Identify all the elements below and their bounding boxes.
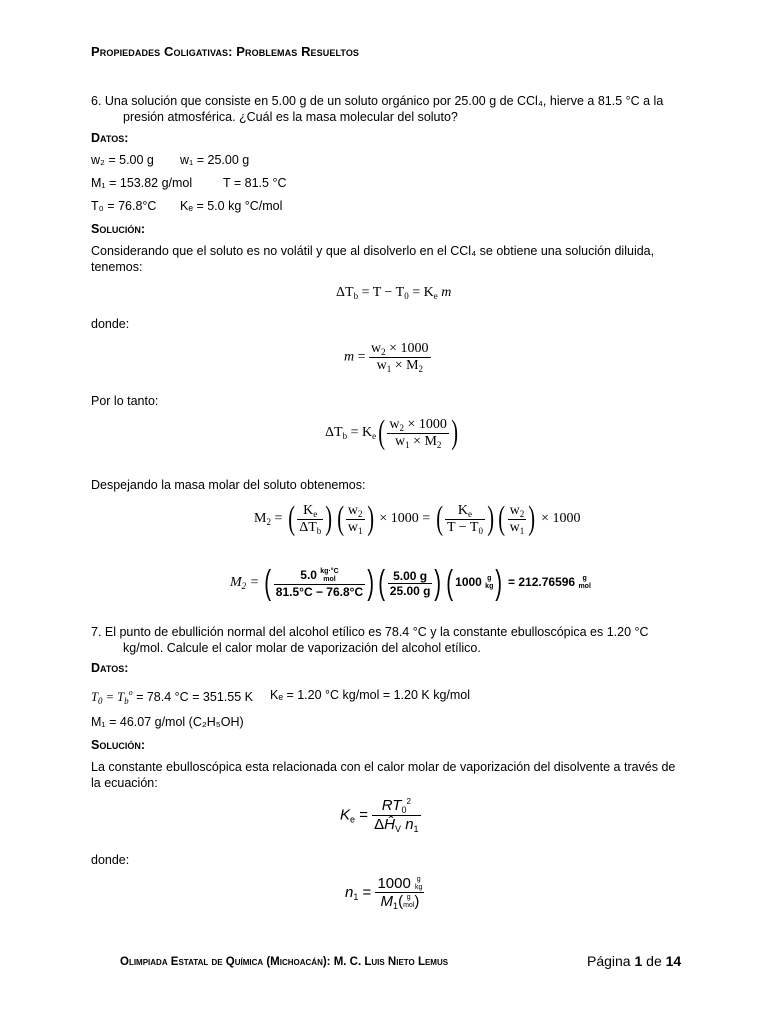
solucion-label-6: Solución:: [91, 222, 145, 236]
datum-M1-7: M₁ = 46.07 g/mol (C₂H₅OH): [91, 715, 244, 729]
equation-M2: $M_2$ = ( $\frac{K_e}{\Delta T_b}$ ) ( $\frac{w_2}{w_1}$ ) × 1000 = ( $\frac{K_e}{T - T_0}$ ) ( $\frac{w_2}{w_1}$ ) × 1000: [254, 500, 581, 537]
page-total: 14: [665, 953, 682, 969]
equation-delta-tb: $\Delta T_b = K_e$( $\frac{w_2 \times 1000}{w_1 \times M_2}$ ): [325, 414, 458, 451]
datos-label-7: Datos:: [91, 661, 129, 675]
page-current: 1: [634, 953, 643, 969]
solution-6-text: Considerando que el soluto es no volátil y que al disolverlo en el CCl₄ se obtiene una solución diluida, tenemos:: [91, 244, 655, 274]
despejando: Despejando la masa molar del soluto obtenemos:: [91, 478, 366, 492]
page-of: de: [646, 953, 662, 969]
donde-6a: donde:: [91, 317, 130, 331]
problem-7-line2: kg/mol. Calcule el calor molar de vaporización del alcohol etílico.: [123, 641, 481, 655]
problem-6-line2: presión atmosférica. ¿Cuál es la masa molecular del soluto?: [123, 110, 458, 124]
problem-6-line1: 6. Una solución que consiste en 5.00 g de un soluto orgánico por 25.00 g de CCl₄, hierve a 81.5 °C a la: [91, 94, 664, 108]
datum-w2: w₂ = 5.00 g: [91, 153, 154, 167]
datum-T0: T₀ = 76.8°C: [91, 199, 157, 213]
datum-M1: M₁ = 153.82 g/mol: [91, 176, 193, 190]
datum-T: T = 81.5 °C: [223, 176, 287, 190]
page-title: Propiedades Coligativas: Problemas Resueltos: [91, 44, 360, 59]
datum-w1: w₁ = 25.00 g: [180, 153, 250, 167]
por-lo-tanto: Por lo tanto:: [91, 394, 159, 408]
problem-7-statement: [91, 624, 697, 656]
datum-T0-7: $T_0 = T_b^o = 78.4$ °C = 351.55 K: [91, 688, 253, 706]
footer-text: Olimpiada Estatal de Química (Michoacán): M. C. Luis Nieto Lemus: [120, 956, 449, 968]
datos-label-6: Datos:: [91, 131, 129, 145]
page-number: [587, 953, 681, 969]
problem-7-line1: 7. El punto de ebullición normal del alcohol etílico es 78.4 °C y la constante ebulloscópica es 1.20 °C: [91, 625, 649, 639]
equation-boiling-elevation: $\Delta T_b = T - T_0 = K_e$ m: [336, 285, 452, 301]
equation-Ke: $K_e$ = $\frac{RT_0^2}{\Delta Ĥ_V n_1}$: [340, 797, 419, 834]
equation-molality: m = $\frac{w_2 \times 1000}{w_1 \times M_2}$: [344, 341, 429, 374]
donde-7: donde:: [91, 853, 130, 867]
equation-M2-numeric: $M_2$ = ( 5.0 kg·°C mol 81.5°C − 76.8°C ) ( $\frac{5.00 g}{25.00 g}$ ) ( 1000 g kg) = 212.76596 g mol: [230, 564, 591, 602]
solution-7-text: La constante ebulloscópica esta relacionada con el calor molar de vaporización del disolvente a través de la ecuación:: [91, 760, 676, 790]
page-label: Página: [587, 953, 631, 969]
result-M2: 212.76596: [518, 575, 576, 590]
equation-n1: $n_1$ = 1000 g kg $M_1$( g mol): [345, 875, 423, 912]
datum-T0-7-value: = 78.4 °C = 351.55 K: [136, 690, 253, 704]
problem-6-statement: [91, 93, 697, 125]
datum-Ke-7: Kₑ = 1.20 °C kg/mol = 1.20 K kg/mol: [270, 688, 471, 702]
solucion-label-7: Solución:: [91, 738, 145, 752]
datum-Ke: Kₑ = 5.0 kg °C/mol: [180, 199, 283, 213]
